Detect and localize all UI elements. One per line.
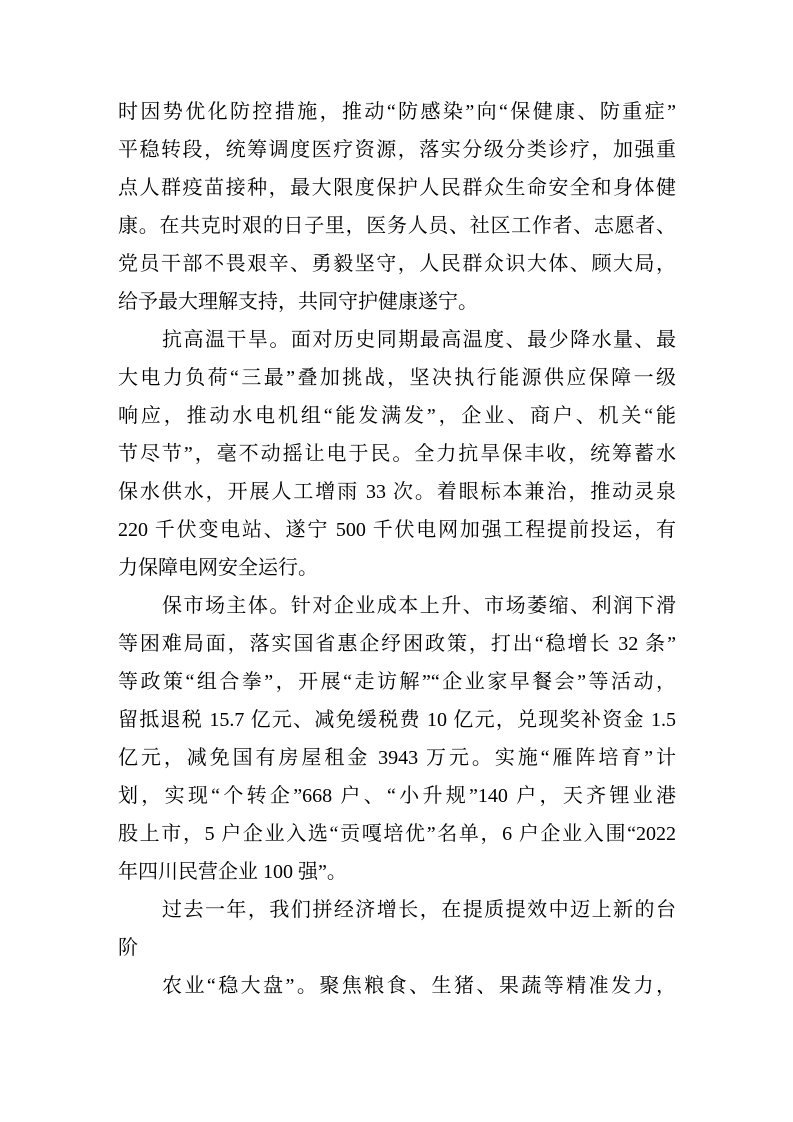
text-line: 农业“稳大盘”。聚焦粮食、生猪、果蔬等精准发力， — [162, 975, 676, 997]
text-line: 等困难局面，落实国省惠企纾困政策，打出“稳增长 32 条” — [118, 633, 676, 655]
text-line: 平稳转段，统筹调度医疗资源，落实分级分类诊疗，加强重 — [118, 139, 676, 161]
text-line: 过去一年，我们拼经济增长，在提质提效中迈上新的台 — [162, 899, 676, 921]
text-line: 亿元，减免国有房屋租金 3943 万元。实施“雁阵培育”计 — [118, 747, 676, 769]
text-line: 阶 — [118, 937, 138, 959]
text-line: 年四川民营企业 100 强”。 — [118, 861, 347, 883]
text-line: 给予最大理解支持，共同守护健康遂宁。 — [118, 291, 478, 313]
text-line: 党员干部不畏艰辛、勇毅坚守，人民群众识大体、顾大局， — [118, 253, 676, 275]
text-line: 节尽节”，毫不动摇让电于民。全力抗旱保丰收，统筹蓄水 — [118, 443, 676, 465]
document-body — [118, 93, 676, 1005]
paragraph — [118, 587, 676, 891]
text-line: 康。在共克时艰的日子里，医务人员、社区工作者、志愿者、 — [118, 215, 676, 237]
text-line: 留抵退税 15.7 亿元、减免缓税费 10 亿元，兑现奖补资金 1.5 — [118, 709, 676, 731]
text-line: 点人群疫苗接种，最大限度保护人民群众生命安全和身体健 — [118, 177, 676, 199]
paragraph — [118, 967, 676, 1005]
text-line: 保水供水，开展人工增雨 33 次。着眼标本兼治，推动灵泉 — [118, 481, 676, 503]
text-line: 时因势优化防控措施，推动“防感染”向“保健康、防重症” — [118, 101, 676, 123]
text-line: 划，实现“个转企”668 户、“小升规”140 户，天齐锂业港 — [118, 785, 676, 807]
text-line: 大电力负荷“三最”叠加挑战，坚决执行能源供应保障一级 — [118, 367, 676, 389]
paragraph — [118, 321, 676, 587]
text-line: 力保障电网安全运行。 — [118, 557, 318, 579]
paragraph — [118, 891, 676, 967]
text-line: 股上市，5 户企业入选“贡嘎培优”名单，6 户企业入围“2022 — [118, 823, 676, 845]
paragraph — [118, 93, 676, 321]
text-line: 响应，推动水电机组“能发满发”，企业、商户、机关“能 — [118, 405, 676, 427]
text-line: 保市场主体。针对企业成本上升、市场萎缩、利润下滑 — [162, 595, 676, 617]
text-line: 220 千伏变电站、遂宁 500 千伏电网加强工程提前投运，有 — [118, 519, 676, 541]
text-line: 等政策“组合拳”，开展“走访解”“企业家早餐会”等活动， — [118, 671, 676, 693]
text-line: 抗高温干旱。面对历史同期最高温度、最少降水量、最 — [162, 329, 676, 351]
